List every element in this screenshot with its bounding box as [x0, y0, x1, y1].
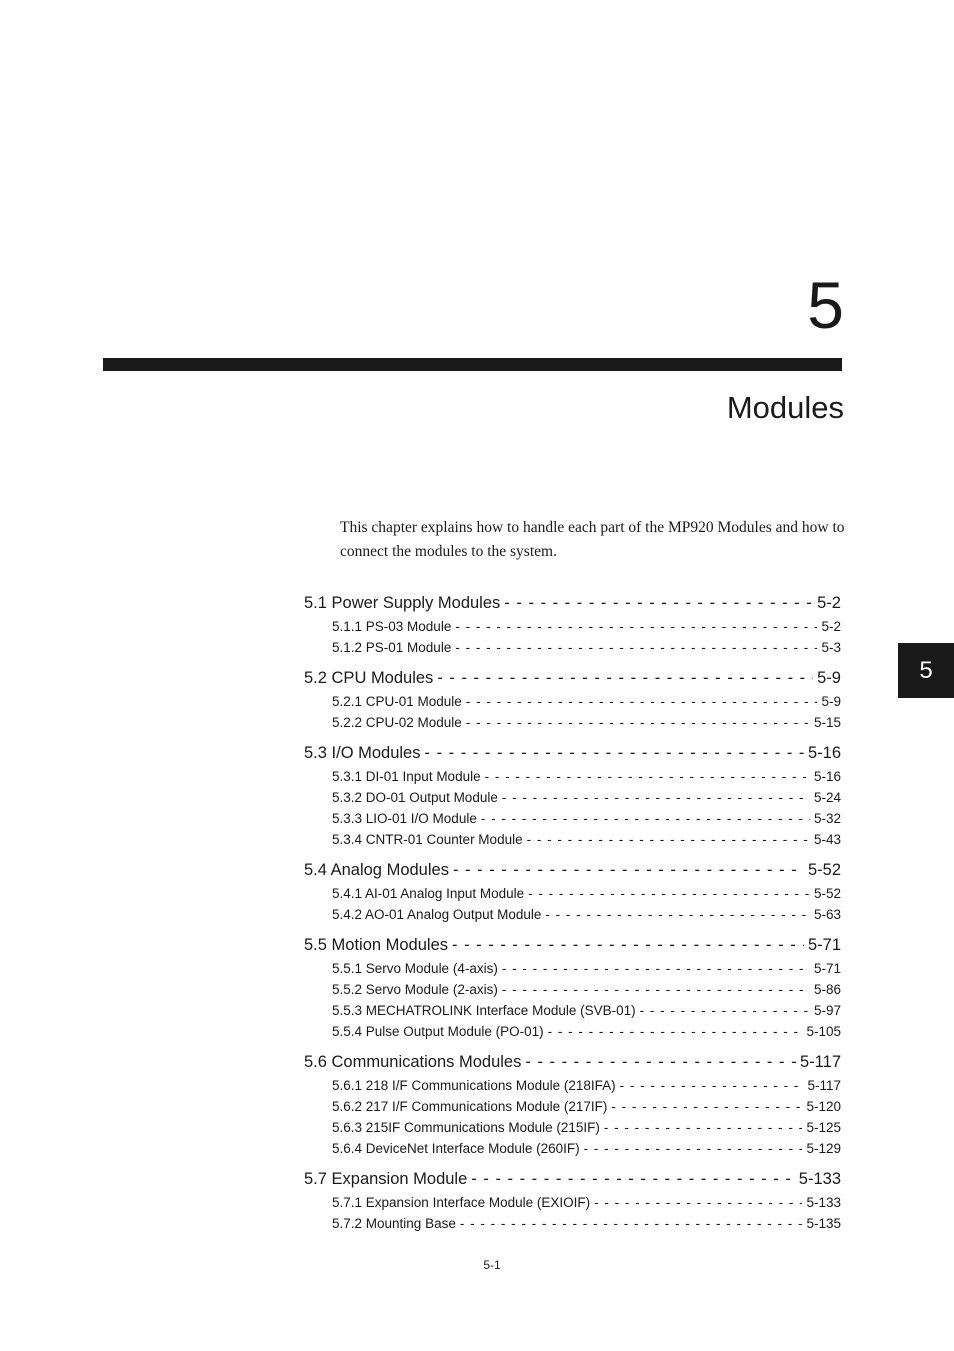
toc-entry-page: 5-117 [807, 1078, 841, 1093]
chapter-tab-marker: 5 [898, 643, 954, 698]
toc-section-entry[interactable] [304, 936, 841, 959]
toc-subsection-entry[interactable] [304, 886, 841, 907]
toc-entry-title: 5.3.3 LIO-01 I/O Module [332, 811, 477, 826]
table-of-contents [304, 594, 841, 1245]
toc-subsection-entry[interactable] [304, 769, 841, 790]
toc-subsection-entry[interactable] [304, 1195, 841, 1216]
toc-entry-page: 5-16 [813, 769, 841, 784]
toc-entry-title: 5.4 Analog Modules [304, 861, 449, 879]
toc-entry-page: 5-133 [806, 1195, 841, 1210]
toc-entry-page: 5-125 [806, 1120, 841, 1135]
toc-entry-page: 5-2 [821, 619, 841, 634]
toc-section-entry[interactable] [304, 594, 841, 617]
dot-leader [640, 1003, 810, 1018]
toc-subsection-entry[interactable] [304, 1099, 841, 1120]
toc-entry-title: 5.6.2 217 I/F Communications Module (217IF) [332, 1099, 608, 1114]
dot-leader [502, 790, 810, 805]
dot-leader [437, 669, 813, 688]
toc-section [304, 1170, 841, 1237]
dot-leader [525, 1053, 796, 1072]
toc-entry-title: 5.7.1 Expansion Interface Module (EXIOIF) [332, 1195, 591, 1210]
toc-subsection-entry[interactable] [304, 790, 841, 811]
dot-leader [611, 1099, 802, 1114]
toc-subsection-entry[interactable] [304, 1078, 841, 1099]
toc-section [304, 669, 841, 736]
toc-section-entry[interactable] [304, 669, 841, 692]
toc-subsection-entry[interactable] [304, 961, 841, 982]
toc-section [304, 936, 841, 1045]
toc-entry-page: 5-120 [806, 1099, 841, 1114]
toc-entry-title: 5.6.1 218 I/F Communications Module (218IFA) [332, 1078, 616, 1093]
toc-entry-page: 5-15 [813, 715, 841, 730]
chapter-intro: This chapter explains how to handle each part of the MP920 Modules and how to connect the modules to the system. [340, 519, 845, 560]
toc-entry-title: 5.3.4 CNTR-01 Counter Module [332, 832, 523, 847]
toc-entry-page: 5-3 [821, 640, 841, 655]
toc-subsection-entry[interactable] [304, 811, 841, 832]
toc-section-entry[interactable] [304, 1170, 841, 1193]
toc-entry-title: 5.2 CPU Modules [304, 669, 434, 687]
toc-entry-title: 5.6.4 DeviceNet Interface Module (260IF) [332, 1141, 580, 1156]
toc-entry-page: 5-2 [817, 594, 841, 612]
dot-leader [455, 640, 817, 655]
toc-section [304, 744, 841, 853]
dot-leader [604, 1120, 803, 1135]
toc-entry-page: 5-32 [813, 811, 841, 826]
toc-subsection-entry[interactable] [304, 907, 841, 928]
page-number: 5-1 [483, 1258, 501, 1272]
dot-leader [527, 832, 810, 847]
toc-entry-page: 5-133 [798, 1170, 841, 1188]
toc-entry-title: 5.3.1 DI-01 Input Module [332, 769, 481, 784]
toc-entry-title: 5.3 I/O Modules [304, 744, 421, 762]
toc-entry-title: 5.5.2 Servo Module (2-axis) [332, 982, 498, 997]
toc-entry-title: 5.1.2 PS-01 Module [332, 640, 452, 655]
toc-entry-title: 5.2.2 CPU-02 Module [332, 715, 462, 730]
toc-subsection-entry[interactable] [304, 982, 841, 1003]
toc-entry-title: 5.5.1 Servo Module (4-axis) [332, 961, 498, 976]
toc-entry-title: 5.2.1 CPU-01 Module [332, 694, 462, 709]
dot-leader [504, 594, 813, 613]
toc-entry-page: 5-52 [813, 886, 841, 901]
dot-leader [424, 744, 803, 763]
toc-entry-page: 5-9 [821, 694, 841, 709]
dot-leader [548, 1024, 803, 1039]
dot-leader [453, 861, 804, 880]
toc-entry-page: 5-86 [813, 982, 841, 997]
toc-subsection-entry[interactable] [304, 715, 841, 736]
toc-section-entry[interactable] [304, 744, 841, 767]
toc-subsection-entry[interactable] [304, 619, 841, 640]
toc-subsection-entry[interactable] [304, 832, 841, 853]
toc-entry-title: 5.4.1 AI-01 Analog Input Module [332, 886, 525, 901]
dot-leader [466, 715, 810, 730]
toc-entry-title: 5.3.2 DO-01 Output Module [332, 790, 498, 805]
toc-entry-page: 5-135 [806, 1216, 841, 1231]
toc-subsection-entry[interactable] [304, 1003, 841, 1024]
dot-leader [502, 982, 810, 997]
dot-leader [460, 1216, 803, 1231]
dot-leader [466, 694, 818, 709]
chapter-title: Modules [726, 390, 844, 425]
dot-leader [620, 1078, 804, 1093]
toc-entry-title: 5.5.3 MECHATROLINK Interface Module (SVB-01) [332, 1003, 636, 1018]
dot-leader [502, 961, 810, 976]
toc-subsection-entry[interactable] [304, 1120, 841, 1141]
toc-section-entry[interactable] [304, 1053, 841, 1076]
toc-entry-title: 5.1 Power Supply Modules [304, 594, 501, 612]
chapter-number: 5 [807, 268, 844, 342]
dot-leader [545, 907, 810, 922]
toc-entry-page: 5-71 [807, 936, 841, 954]
toc-entry-page: 5-97 [813, 1003, 841, 1018]
dot-leader [452, 936, 804, 955]
dot-leader [594, 1195, 802, 1210]
toc-subsection-entry[interactable] [304, 640, 841, 661]
toc-entry-title: 5.7 Expansion Module [304, 1170, 468, 1188]
dot-leader [471, 1170, 795, 1189]
toc-entry-title: 5.7.2 Mounting Base [332, 1216, 456, 1231]
toc-entry-title: 5.4.2 AO-01 Analog Output Module [332, 907, 542, 922]
toc-entry-page: 5-9 [817, 669, 841, 687]
toc-entry-title: 5.5.4 Pulse Output Module (PO-01) [332, 1024, 544, 1039]
toc-section-entry[interactable] [304, 861, 841, 884]
toc-entry-title: 5.5 Motion Modules [304, 936, 448, 954]
toc-section [304, 861, 841, 928]
toc-section [304, 1053, 841, 1162]
toc-subsection-entry[interactable] [304, 1024, 841, 1045]
toc-subsection-entry[interactable] [304, 694, 841, 715]
dot-leader [455, 619, 817, 634]
toc-entry-page: 5-24 [813, 790, 841, 805]
toc-entry-title: 5.1.1 PS-03 Module [332, 619, 452, 634]
toc-section [304, 594, 841, 661]
toc-entry-page: 5-16 [807, 744, 841, 762]
dot-leader [584, 1141, 803, 1156]
dot-leader [481, 811, 810, 826]
toc-entry-page: 5-129 [806, 1141, 841, 1156]
toc-entry-page: 5-71 [813, 961, 841, 976]
toc-entry-title: 5.6.3 215IF Communications Module (215IF) [332, 1120, 600, 1135]
toc-entry-title: 5.6 Communications Modules [304, 1053, 522, 1071]
chapter-rule [103, 358, 842, 371]
toc-entry-page: 5-105 [806, 1024, 841, 1039]
toc-subsection-entry[interactable] [304, 1141, 841, 1162]
toc-entry-page: 5-63 [813, 907, 841, 922]
dot-leader [485, 769, 810, 784]
toc-entry-page: 5-117 [800, 1053, 841, 1071]
toc-subsection-entry[interactable] [304, 1216, 841, 1237]
dot-leader [528, 886, 810, 901]
toc-entry-page: 5-52 [807, 861, 841, 879]
toc-entry-page: 5-43 [813, 832, 841, 847]
